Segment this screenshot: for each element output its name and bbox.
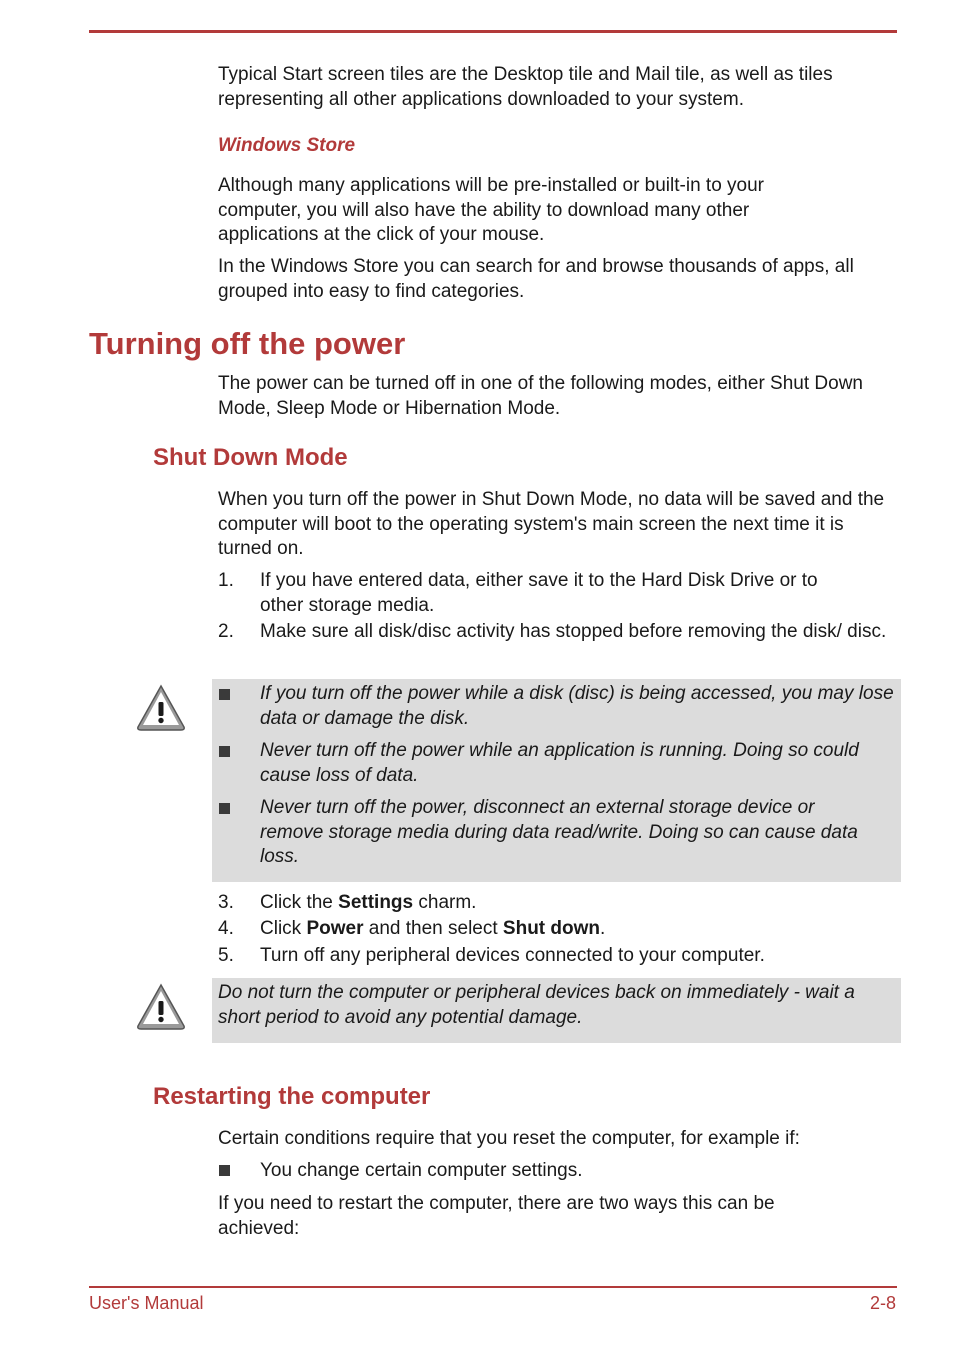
caution-box-2 bbox=[212, 978, 901, 1043]
caution-item: Never turn off the power while an application is running. Doing so could cause loss of data. bbox=[260, 740, 859, 786]
caution-box-1 bbox=[212, 679, 901, 882]
turning-off-paragraph: The power can be turned off in one of the following modes, either Shut Down Mode, Sleep Mode or Hibernation Mode. bbox=[218, 373, 863, 419]
step-number: 4. bbox=[218, 918, 234, 939]
shutdown-heading: Shut Down Mode bbox=[153, 444, 348, 471]
step-text: If you have entered data, either save it to the Hard Disk Drive or to other storage media. bbox=[260, 570, 818, 616]
windows-store-heading: Windows Store bbox=[218, 135, 356, 156]
intro-paragraph: Typical Start screen tiles are the Desktop tile and Mail tile, as well as tiles representing all other applications downloaded to your system. bbox=[218, 64, 833, 110]
restart-paragraph-1: Certain conditions require that you reset the computer, for example if: bbox=[218, 1128, 800, 1149]
bullet-square bbox=[219, 689, 230, 700]
step-number: 5. bbox=[218, 945, 234, 966]
footer-rule bbox=[89, 1286, 897, 1288]
step-number: 3. bbox=[218, 892, 234, 913]
shutdown-paragraph: When you turn off the power in Shut Down Mode, no data will be saved and the computer will boot to the operating system's main screen the next time it is turned on. bbox=[218, 489, 885, 559]
step-text: Click the Settings charm. bbox=[260, 892, 477, 913]
step-number: 2. bbox=[218, 621, 234, 642]
bullet-square bbox=[219, 1165, 230, 1176]
step-text: Turn off any peripheral devices connected to your computer. bbox=[260, 945, 765, 966]
turning-off-heading: Turning off the power bbox=[89, 326, 406, 361]
caution-item: If you turn off the power while a disk (disc) is being accessed, you may lose data or damage the disk. bbox=[260, 683, 894, 729]
footer-manual-title: User's Manual bbox=[89, 1293, 204, 1313]
step-number: 1. bbox=[218, 570, 234, 591]
step-text: Make sure all disk/disc activity has stopped before removing the disk/ disc. bbox=[260, 621, 887, 642]
restart-heading: Restarting the computer bbox=[153, 1083, 431, 1110]
windows-store-paragraph-2: In the Windows Store you can search for and browse thousands of apps, all grouped into easy to find categories. bbox=[218, 256, 854, 302]
caution-icon bbox=[135, 981, 187, 1033]
bullet-square bbox=[219, 746, 230, 757]
step-text: Click Power and then select Shut down. bbox=[260, 918, 606, 939]
caution-item: Never turn off the power, disconnect an external storage device or remove storage media during data read/write. Doing so can cause data loss. bbox=[260, 797, 858, 867]
footer-page-number: 2-8 bbox=[869, 1293, 896, 1313]
bullet-square bbox=[219, 803, 230, 814]
caution-icon bbox=[135, 682, 187, 734]
restart-bullet: You change certain computer settings. bbox=[260, 1160, 583, 1181]
header-rule bbox=[89, 30, 897, 33]
windows-store-paragraph-1: Although many applications will be pre-installed or built-in to your computer, you will also have the ability to download many other applications at the click of your mouse. bbox=[218, 175, 765, 245]
caution-text: Do not turn the computer or peripheral devices back on immediately - wait a short period to avoid any potential damage. bbox=[218, 982, 855, 1028]
restart-paragraph-2: If you need to restart the computer, there are two ways this can be achieved: bbox=[218, 1193, 775, 1239]
